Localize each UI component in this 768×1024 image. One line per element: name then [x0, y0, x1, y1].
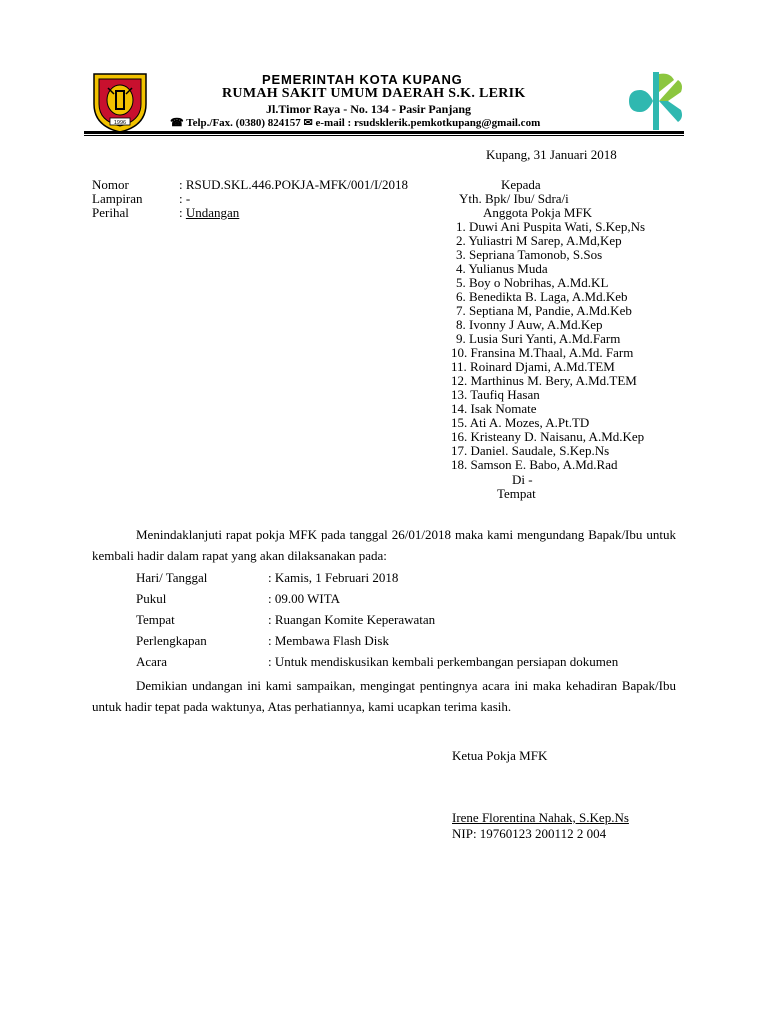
signature-nip: NIP: 19760123 200112 2 004 — [452, 826, 607, 841]
member-item: 10. Fransina M.Thaal, A.Md. Farm — [451, 345, 634, 360]
member-item: 14. Isak Nomate — [451, 401, 537, 416]
letterhead-government: PEMERINTAH KOTA KUPANG — [262, 72, 463, 87]
letterhead-rule-thick — [84, 131, 684, 134]
letterhead-rule-thin — [84, 135, 684, 136]
perihal-subject: Undangan — [185, 205, 240, 220]
schedule-label-equipment: Perlengkapan — [136, 633, 207, 648]
member-item: 11. Roinard Djami, A.Md.TEM — [451, 359, 615, 374]
seal-year-text: 1996 — [113, 120, 127, 126]
recipient-tempat: Tempat — [497, 486, 536, 501]
schedule-value-place: : Ruangan Komite Keperawatan — [268, 612, 436, 627]
kota-kupang-seal-logo — [88, 68, 152, 134]
member-item: 15. Ati A. Mozes, A.Pt.TD — [451, 415, 590, 430]
member-item: 7. Septiana M, Pandie, A.Md.Keb — [456, 303, 632, 318]
body-paragraph-opening-text: Menindaklanjuti rapat pokja MFK pada tanggal 26/01/2018 maka kami mengundang Bapak/Ibu untuk kembali hadir dalam rapat yang akan dilaksanakan pada: — [92, 527, 676, 563]
schedule-label-time: Pukul — [136, 591, 167, 606]
phone-text: Telp./Fax. (0380) 824157 — [186, 117, 301, 129]
meta-value-nomor: : RSUD.SKL.446.POKJA-MFK/001/I/2018 — [179, 177, 408, 192]
recipient-kepada: Kepada — [501, 177, 541, 192]
meta-label-lampiran: Lampiran — [92, 191, 143, 206]
signature-title: Ketua Pokja MFK — [452, 748, 548, 763]
schedule-label-place: Tempat — [136, 612, 175, 627]
member-item: 13. Taufiq Hasan — [451, 387, 540, 402]
letterhead-contact — [170, 116, 540, 129]
meta-label-perihal: Perihal — [92, 205, 129, 220]
letterhead-address: Jl.Timor Raya - No. 134 - Pasir Panjang — [266, 102, 472, 116]
body-paragraph-opening — [92, 524, 676, 566]
recipient-yth: Yth. Bpk/ Ibu/ Sdra/i — [459, 191, 569, 206]
body-paragraph-closing — [92, 675, 676, 717]
perihal-colon: : — [179, 205, 186, 220]
member-item: 1. Duwi Ani Puspita Wati, S.Kep,Ns — [456, 219, 646, 234]
signature-name: Irene Florentina Nahak, S.Kep.Ns — [452, 810, 629, 825]
body-paragraph-closing-text: Demikian undangan ini kami sampaikan, mengingat pentingnya acara ini maka kehadiran Bapak/Ibu untuk hadir tepat pada waktunya, Atas perhatiannya, kami ucapkan terima kasih. — [92, 678, 676, 714]
kemenkes-logo — [626, 70, 686, 132]
schedule-label-agenda: Acara — [136, 654, 168, 669]
member-item: 16. Kristeany D. Naisanu, A.Md.Kep — [451, 429, 645, 444]
member-item: 5. Boy o Nobrihas, A.Md.KL — [456, 275, 609, 290]
meta-label-nomor: Nomor — [92, 177, 129, 192]
member-item: 17. Daniel. Saudale, S.Kep.Ns — [451, 443, 610, 458]
schedule-value-equipment: : Membawa Flash Disk — [268, 633, 389, 648]
member-item: 4. Yulianus Muda — [456, 261, 548, 276]
member-item: 3. Sepriana Tamonob, S.Sos — [456, 247, 603, 262]
member-item: 18. Samson E. Babo, A.Md.Rad — [451, 457, 618, 472]
recipient-di: Di - — [512, 472, 533, 487]
recipient-group: Anggota Pokja MFK — [483, 205, 593, 220]
member-item: 2. Yuliastri M Sarep, A.Md,Kep — [456, 233, 622, 248]
member-item: 8. Ivonny J Auw, A.Md.Kep — [456, 317, 603, 332]
email-text: e-mail : rsudsklerik.pemkotkupang@gmail.com — [315, 117, 541, 129]
schedule-value-agenda: : Untuk mendiskusikan kembali perkembangan persiapan dokumen — [268, 654, 619, 669]
letter-date: Kupang, 31 Januari 2018 — [486, 147, 617, 162]
member-item: 12. Marthinus M. Bery, A.Md.TEM — [451, 373, 637, 388]
schedule-label-date: Hari/ Tanggal — [136, 570, 208, 585]
phone-icon: ☎ — [170, 117, 184, 129]
schedule-value-date: : Kamis, 1 Februari 2018 — [268, 570, 399, 585]
schedule-value-time: : 09.00 WITA — [268, 591, 341, 606]
meta-value-perihal — [179, 205, 239, 221]
letterhead-hospital: RUMAH SAKIT UMUM DAERAH S.K. LERIK — [222, 86, 526, 101]
meta-value-lampiran: : - — [179, 191, 191, 206]
member-item: 6. Benedikta B. Laga, A.Md.Keb — [456, 289, 628, 304]
envelope-icon: ✉ — [303, 117, 313, 129]
member-item: 9. Lusia Suri Yanti, A.Md.Farm — [456, 331, 621, 346]
